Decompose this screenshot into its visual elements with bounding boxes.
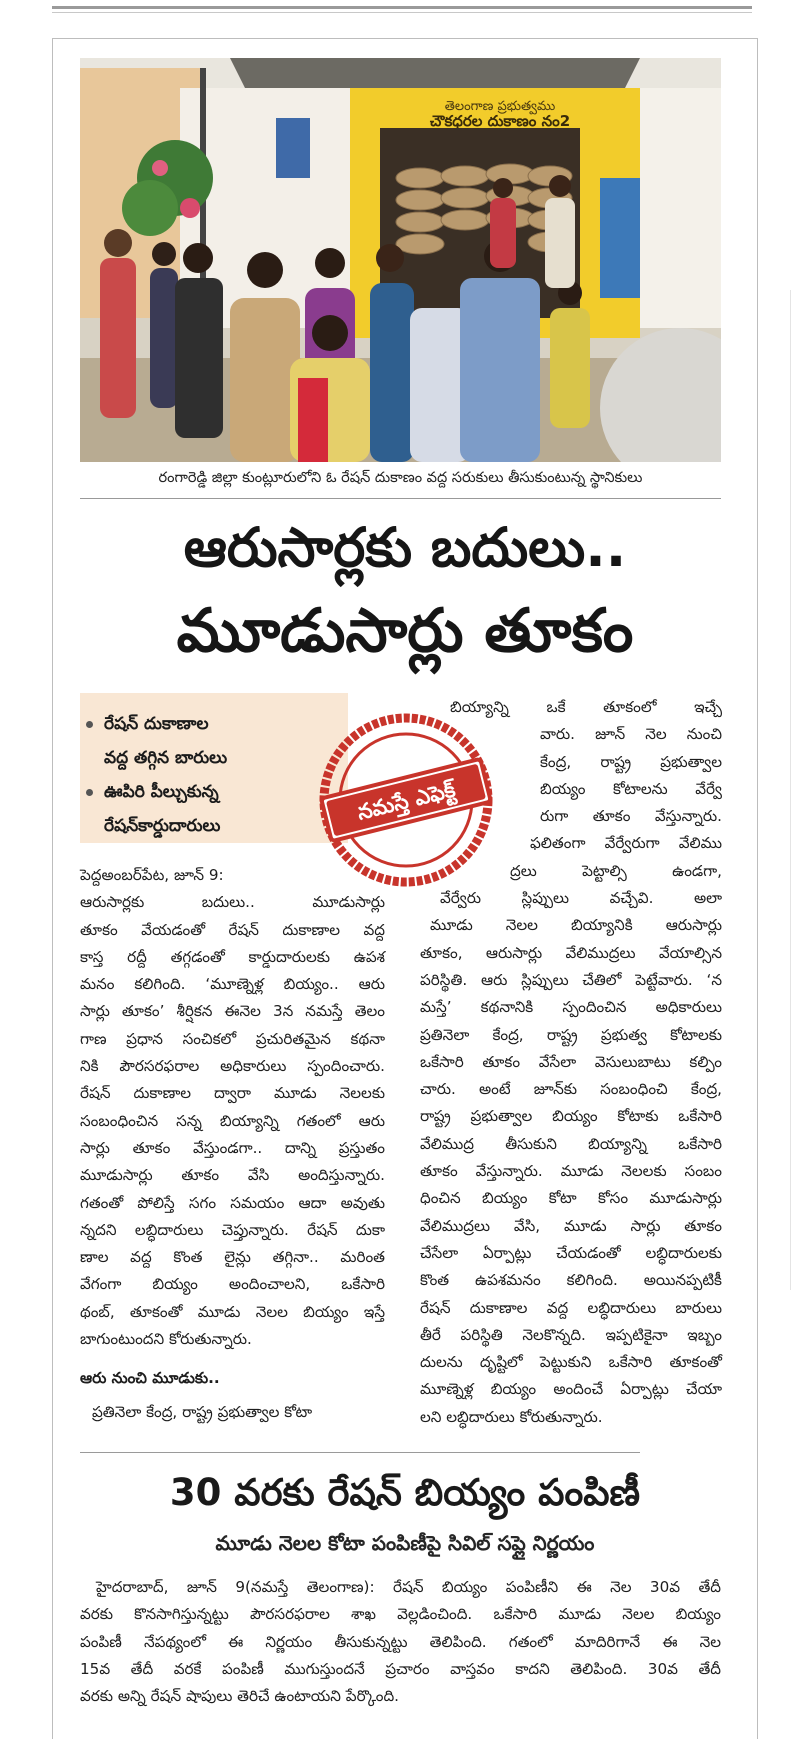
story-line: తీరే పరిస్థితి నెలకొన్నది. ఇప్పటికైనా ఇబ్బం (420, 1325, 722, 1344)
story-line: మనం కలిగింది. ‘మూణ్నెళ్ల బియ్యం.. ఆరు (80, 975, 385, 994)
section-rule (80, 1452, 640, 1453)
story-line: పరిస్థితి. ఆరు స్లిప్పులు చేతిలో పెట్టేవారు. ‘న (420, 970, 722, 989)
highlight-item (104, 707, 340, 741)
highlights-box (80, 693, 348, 843)
page-edge-line (790, 290, 791, 1290)
story-line: లని లబ్ధిదారులు కోరుతున్నారు. (420, 1407, 603, 1426)
bullet-icon (86, 789, 93, 796)
highlight-item-cont: రేషన్‌కార్డుదారులు (104, 816, 221, 836)
story2-body (80, 1574, 721, 1710)
story-line: వేలిముద్రలు వేసి, మూడు సార్లు తూకం (420, 1216, 722, 1235)
story-line: దులను దృష్టిలో పెట్టుకుని ఒకేసారి తూకంతో (420, 1353, 722, 1372)
stamp-text: నమస్తే ఎఫెక్ట్ (354, 777, 458, 825)
story-line: కాస్త రద్దీ తగ్గడంతో కార్డుదారులకు ఉపశ (80, 947, 385, 966)
bullet-icon (86, 721, 93, 728)
story-line: మూడు నెలల బియ్యానికి ఆరుసార్లు (430, 916, 722, 935)
story-line: పెద్దఅంబర్‌పేట, జూన్ 9: (80, 866, 224, 884)
story-subhead: ఆరు నుంచి మూడుకు.. (80, 1369, 220, 1388)
story-line: సార్లు తూకం’ శీర్షికన ఈనెల 3న నమస్తే తెలం (80, 1002, 385, 1021)
story-line: చేసేలా ఏర్పాట్లు చేయడంతో లబ్ధిదారులకు (420, 1243, 722, 1262)
highlight-item (104, 775, 340, 809)
story-line: చారు. అంటే జూన్‌కు సంబంధించి కేంద్ర, (420, 1080, 722, 1099)
story-line: మస్తే’ కథనానికి స్పందించిన అధికారులు (420, 998, 722, 1017)
story-line: వేగంగా బియ్యం అందించాలని, ఒకేసారి (80, 1275, 385, 1294)
story-line: మూణ్నెళ్ల బియ్యం అందించే ఏర్పాట్లు చేయా (420, 1380, 722, 1399)
story-right-column (420, 694, 722, 1431)
headline-line1: ఆరుసార్లకు బదులు.. (183, 516, 627, 579)
story-line: వారు. జూన్ నెల నుంచి (540, 725, 722, 744)
top-rule (52, 6, 752, 9)
story-line: ఆరుసార్లకు బదులు.. మూడుసార్లు (80, 893, 385, 912)
caption-rule (80, 498, 721, 499)
news-photo (80, 58, 721, 462)
story-line: బాగుంటుందని కోరుతున్నారు. (80, 1330, 252, 1349)
story-line: మూడుసార్లు తూకం వేసి అందిస్తున్నారు. (80, 1166, 385, 1185)
highlight-text: రేషన్ దుకాణాల (104, 714, 209, 734)
shop-sign-text: చౌకధరల దుకాణం నం2 (429, 112, 571, 130)
story-line: ణాల వద్ద కొంత లైన్లు తగ్గినా.. మరింత (80, 1248, 385, 1267)
story-line: హైదరాబాద్, జూన్ 9(నమస్తే తెలంగాణ): రేషన్ బియ్యం పంపిణీని ఈ నెల 30వ తేదీ (96, 1578, 721, 1596)
headline-line2: మూడుసార్లు తూకం (176, 596, 634, 666)
story-line: తూకం, ఆరుసార్లు వేలిముద్రలు వేయాల్సిన (420, 943, 722, 962)
story-line: రాష్ట్ర ప్రభుత్వాల బియ్యం కోటాకు ఒకేసారి (420, 1107, 722, 1126)
story-line: సంబంధించిన సన్న బియ్యాన్ని గతంలో ఆరు (80, 1111, 385, 1130)
story-line: సార్లు తూకం వేస్తుండగా.. దాన్ని ప్రస్తుతం (80, 1138, 385, 1157)
story-line: తూకం వేయడంతో రేషన్ దుకాణాల వద్ద (80, 920, 385, 939)
story2-deck: మూడు నెలల కోటా పంపిణీపై సివిల్ సప్లై నిర్ణయం (215, 1531, 595, 1555)
story-line: వరకు అన్ని రేషన్ షాపులు తెరిచే ఉంటాయని పేర్కొంది. (80, 1687, 399, 1706)
story-line: రేషన్ దుకాణాల ద్వారా మూడు నెలలకు (80, 1084, 385, 1103)
story-line: ఫలితంగా వేర్వేరుగా వేలిము (530, 834, 722, 853)
story-line: ద్రలు పెట్టాల్సి ఉండగా, (510, 861, 722, 880)
story-line: పంపిణీ నేపథ్యంలో ఈ నిర్ణయం తీసుకున్నట్టు తెలిపింది. గతంలో మాదిరిగానే ఈ నెల (80, 1632, 721, 1651)
story-line: గతంతో పోలిస్తే సగం సమయం ఆదా అవుతు (80, 1193, 385, 1212)
highlight-text: ఊపిరి పీల్చుకున్న (104, 782, 219, 802)
photo-caption: రంగారెడ్డి జిల్లా కుంట్లూరులోని ఓ రేషన్ దుకాణం వద్ద సరుకులు తీసుకుంటున్న స్థానికులు (158, 470, 643, 486)
shop-sign-text: తెలంగాణ ప్రభుత్వము (444, 99, 556, 114)
story-line: నికి పౌరసరఫరాల అధికారులు స్పందించారు. (80, 1057, 385, 1076)
story-line: తూకం వేస్తున్నారు. మూడు నెలలకు సంబం (420, 1162, 722, 1181)
story2-headline: 30 వరకు రేషన్ బియ్యం పంపిణీ (169, 1471, 641, 1514)
story-line: థంబ్, తూకంతో మూడు నెలల బియ్యం ఇస్తే (80, 1302, 385, 1321)
story-line: రుగా తూకం వేస్తున్నారు. (540, 807, 722, 826)
story-line: ధించిన బియ్యం కోటా కోసం మూడుసార్లు (420, 1189, 722, 1208)
story-line: రేషన్ దుకాణాల వద్ద లబ్ధిదారులు బారులు (420, 1298, 722, 1317)
story-line: కొంత ఉపశమనం కలిగింది. అయినప్పటికీ (420, 1271, 722, 1290)
story-left-column (80, 862, 385, 1426)
story-line: బియ్యం కోటాలను వేర్వే (540, 779, 722, 798)
highlight-item-cont: వద్ద తగ్గిన బారులు (104, 748, 228, 768)
story-line: 15వ తేదీ వరకే పంపిణీ ముగుస్తుందనే ప్రచారం వాస్తవం కాదని తెలిపింది. 30వ తేదీ (80, 1659, 721, 1678)
story-line: ప్రతినెలా కేంద్ర, రాష్ట్ర ప్రభుత్వాల కోటా (92, 1402, 313, 1421)
story-line: ఒకేసారి తూకం వేసేలా వెసులుబాటు కల్పిం (420, 1052, 722, 1071)
story-line: న్నదని లబ్ధిదారులు చెప్తున్నారు. రేషన్ దుకా (80, 1220, 385, 1239)
story-line: వేలిముద్ర తీసుకుని బియ్యాన్ని ఒకేసారి (420, 1134, 722, 1153)
top-rule-thin (52, 12, 752, 13)
story-line: బియ్యాన్ని ఒకే తూకంలో ఇచ్చే (450, 698, 722, 716)
story-line: వరకు కొనసాగిస్తున్నట్టు పౌరసరఫరాల శాఖ వెల్లడించింది. ఒకేసారి మూడు నెలల బియ్యం (80, 1605, 721, 1624)
story-line: వేర్వేరు స్లిప్పులు వచ్చేవి. అలా (440, 889, 722, 908)
story-line: గాణ ప్రధాన సంచికలో ప్రచురితమైన కథనా (80, 1029, 385, 1048)
story-line: కేంద్ర, రాష్ట్ర ప్రభుత్వాల (540, 752, 722, 771)
story-line: ప్రతినెలా కేంద్ర, రాష్ట్ర ప్రభుత్వ కోటాలకు (420, 1025, 722, 1044)
